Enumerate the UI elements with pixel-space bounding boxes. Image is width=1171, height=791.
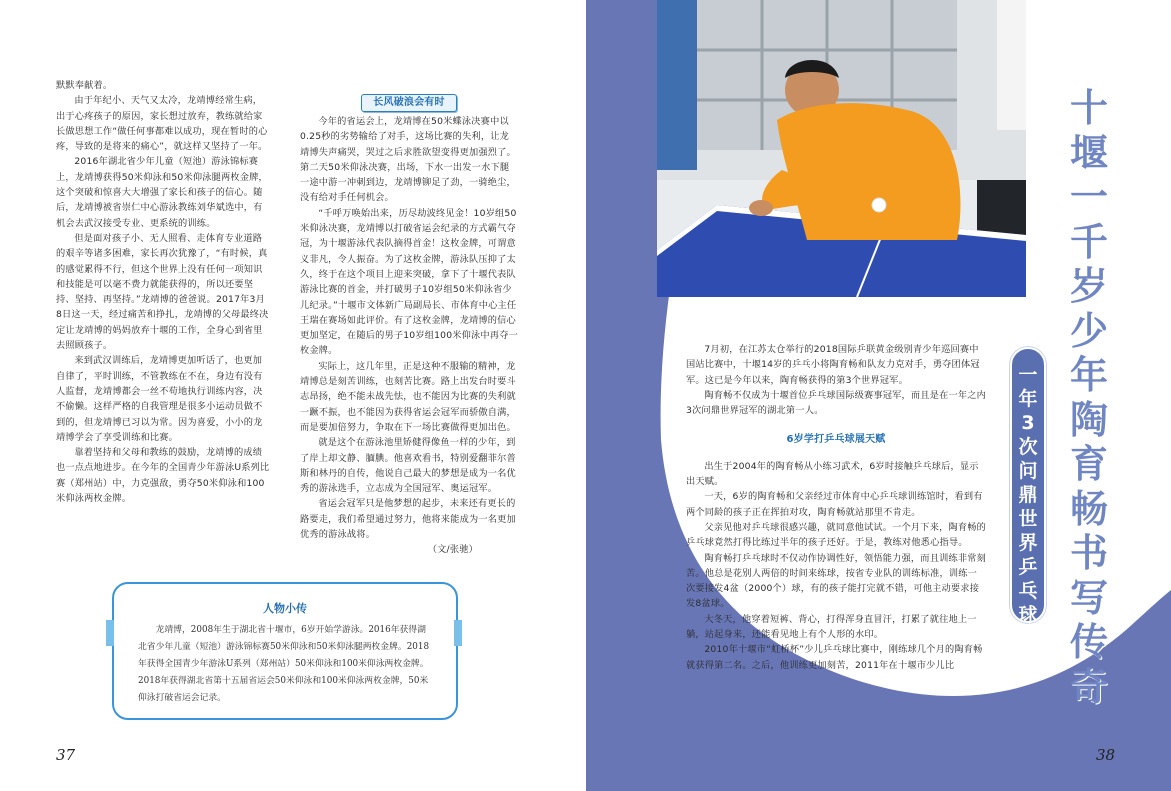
title-char: 书 (1069, 531, 1108, 575)
intro-paragraph: 7月初，在江苏太仓举行的2018国际乒联黄金级别青少年巡回赛中国站比赛中，十堰14岁的乒乓小将陶育畅和队友力克对手，勇夺团体冠军。这已是今年以来，陶育畅获得的第3个世界冠军。 (686, 344, 980, 386)
title-char: 传 (1069, 620, 1108, 664)
title-char: 畅 (1069, 486, 1108, 531)
title-char: 十 (1069, 86, 1108, 130)
col1-paragraph: 靠着坚持和父母和教练的鼓励，龙靖博的成绩也一点点地进步。在今年的全国青少年游泳U系列比赛（郑州站）中，力克强敌，勇夺50米仰泳和100米仰泳两枚金牌。 (56, 447, 270, 505)
subtitle-char: 次 (1018, 436, 1038, 458)
title-char: 少 (1069, 308, 1108, 353)
subtitle-char: 鼎 (1018, 484, 1038, 506)
bio-tab-right (454, 620, 462, 646)
title-char: 奇 (1069, 664, 1108, 709)
article-column-1 (56, 78, 270, 506)
title-char: 陶 (1069, 397, 1108, 442)
title-char: 一 (1069, 175, 1108, 219)
section-paragraph: 一天，6岁的陶育畅和父亲经过市体育中心乒乓球训练馆时，看到有两个同龄的孩子正在挥拍对攻，陶育畅就站那里不肯走。 (686, 491, 983, 518)
title-char: 堰 (1069, 130, 1108, 175)
col1-paragraph: 但是面对孩子小、无人照看、走体育专业道路的艰辛等诸多困难，家长再次犹豫了，“有时候，真的感觉累得不行，但这个世界上没有任何一项知识和技能是可以毫不费力就能获得的，所以还要坚持、坚持、再坚持。”龙靖博的爸爸说。2017年3月8日这一天，经过痛苦和挣扎，龙靖博的父母最终决定让龙靖博的妈妈放弃十堰的工作，全身心到省里去照顾孩子。 (56, 232, 269, 352)
bio-text: 龙靖博，2008年生于湖北省十堰市，6岁开始学游泳。2016年获得湖北省少年儿童（短池）游泳锦标赛50米仰泳和50米仰泳腿两枚金牌。2018年获得全国青少年游泳U系列（郑州站）50米仰泳和100米仰泳两枚金牌。2018年获得湖北省第十五届省运会50米仰泳和100米仰泳两枚金牌，50米仰泳打破省运会记录。 (138, 625, 430, 703)
title-char: 千 (1069, 219, 1108, 264)
subtitle-char: 球 (1018, 604, 1038, 626)
article-column-2 (300, 94, 518, 558)
section-body (686, 459, 986, 673)
subtitle-char: 问 (1018, 460, 1038, 482)
section-paragraph: 陶育畅打乒乓球时不仅动作协调性好，领悟能力强，而且训练非常刻苦。他总是花别人两倍的时间来练球，按省专业队的训练标准，训练一次要接发4盆（2000个）球，有的孩子能打完就不错，可他主动要求接发8盆球。 (686, 552, 987, 610)
col2-paragraph: “千呼万唤始出来，历尽劫波终见金！10岁组50米仰泳决赛，龙靖博以打破省运会纪录的方式霸气夺冠，为十堰游泳代表队摘得首金！这枚金牌，可谓意义非凡，令人振奋。为了这枚金牌，游泳队压抑了太久，终于在这个项目上迎来突破，拿下了十堰代表队游泳比赛的首金，并打破男子10岁组50米仰泳省少儿纪录。”十堰市文体新广局副局长、市体育中心主任王瑞在赛场如此评价。有了这枚金牌，龙靖博的信心更加坚定，在随后的男子10岁组100米仰泳中再夺一枚金牌。 (300, 207, 518, 357)
bio-tab-left (106, 620, 114, 646)
column-2-body (300, 114, 518, 542)
intro-paragraph: 陶育畅不仅成为十堰首位乒乓球国际级赛事冠军，而且是在一年之内3次问鼎世界冠军的湖北第一人。 (686, 389, 987, 417)
section-paragraph: 父亲见他对乒乓球很感兴趣，就同意他试试。一个月下来，陶育畅的乒乓球竟然打得比练过半年的孩子还好。于是，教练对他悉心指导。 (686, 521, 987, 549)
col1-paragraph: 默默奉献着。 (56, 80, 113, 91)
page-number: 37 (56, 746, 76, 764)
subtitle-pill (1010, 347, 1046, 674)
title-char: 写 (1069, 575, 1108, 620)
intro-body (686, 342, 986, 418)
author-signature: （文/张驰） (427, 544, 478, 556)
subtitle-char: 世 (1018, 508, 1038, 530)
title-char: 育 (1069, 442, 1108, 486)
col1-paragraph: 2016年湖北省少年儿童（短池）游泳锦标赛上，龙靖博获得50米仰泳和50米仰泳腿两枚金牌，这个突破和惊喜大大增强了家长和孩子的信心。随后，龙靖博被省崇仁中心游泳教练刘华斌选中，有机会去武汉接受专业、更系统的训练。 (56, 156, 268, 229)
photo-illustration (657, 0, 1026, 297)
col2-paragraph: 实际上，这几年里，正是这种不服输的精神，龙靖博总是刻苦训练，也刻苦比赛。路上出发台时要斗志昂扬，绝不能未战先怯，也不能因为比赛的失利就一蹶不振，也不能因为获得省运会冠军而骄傲自满，而是要加倍努力，争取在下一场比赛做得更加出色。 (300, 360, 516, 433)
section-heading-pill: 长风破浪会有时 (361, 94, 457, 112)
col2-paragraph: 今年的省运会上，龙靖博在50米蝶泳决赛中以0.25秒的劣势输给了对手，这场比赛的失利，让龙靖博失声痛哭，哭过之后求胜欲望变得更加强烈了。第二天50米仰泳决赛，出场，下水一出发一水下腿一途中游一冲刺到边，龙靖博铆足了劲，一骑绝尘，没有给对手任何机会。 (300, 116, 516, 204)
subtitle-char: 界 (1018, 532, 1038, 554)
right-article (686, 342, 986, 673)
subtitle-char: 年 (1018, 388, 1038, 410)
subtitle-char: 3 (1021, 412, 1035, 434)
section-paragraph: 2010年十堰市“虹桥杯”少儿乒乓球比赛中，刚练球几个月的陶育畅就获得第二名。之后，他训练更加刻苦，2011年在十堰市少儿比 (686, 644, 983, 671)
col2-paragraph: 省运会冠军只是他梦想的起步，未来还有更长的路要走，我们希望通过努力，他将来能成为一名更加优秀的游泳战将。 (300, 498, 516, 541)
section-paragraph: 大冬天，他穿着短裤、背心，打得浑身直冒汗，打累了就往地上一躺，站起身来，还能看见地上有个人形的水印。 (686, 613, 977, 641)
section-paragraph: 出生于2004年的陶育畅从小练习武术，6岁时接触乒乓球后，显示出天赋。 (686, 460, 979, 488)
page-number: 38 (1096, 746, 1116, 764)
subtitle-char: 一 (1018, 364, 1038, 386)
main-title (1064, 86, 1114, 709)
title-char: 年 (1069, 353, 1108, 397)
bio-title: 人物小传 (263, 602, 307, 615)
col1-paragraph: 来到武汉训练后，龙靖博更加听话了，也更加自律了，平时训练，不管教练在不在，身边有没有人监督，龙靖博都会一丝不苟地执行训练内容，决不偷懒。这样严格的自我管理是很多小运动员做不到的，但龙靖博已习以为常。因为喜爱，小小的龙靖博学会了享受训练和比赛。 (56, 355, 263, 443)
section-heading: 6岁学打乒乓球展天赋 (786, 434, 886, 446)
col2-paragraph: 就是这个在游泳池里矫健得像鱼一样的少年，到了岸上却文静、腼腆。他喜欢看书，特别爱翻菲尔普斯和林丹的自传，他说自己最大的梦想是成为一名优秀的游泳选手，立志成为全国冠军、奥运冠军。 (300, 437, 516, 495)
title-char: 岁 (1069, 264, 1108, 308)
subtitle-char: 冠 (1018, 628, 1038, 650)
bio-box (112, 582, 458, 720)
subtitle-char: 军 (1018, 652, 1038, 674)
subtitle-char: 乓 (1018, 580, 1038, 602)
subtitle-char: 乒 (1018, 556, 1038, 578)
col1-paragraph: 由于年纪小、天气又太冷，龙靖博经常生病，出于心疼孩子的原因，家长想过放弃，教练就给家长做思想工作“做任何事都难以成功，现在暂时的心疼，导致的是将来的痛心”，就这样又坚持了一年。 (56, 95, 268, 153)
